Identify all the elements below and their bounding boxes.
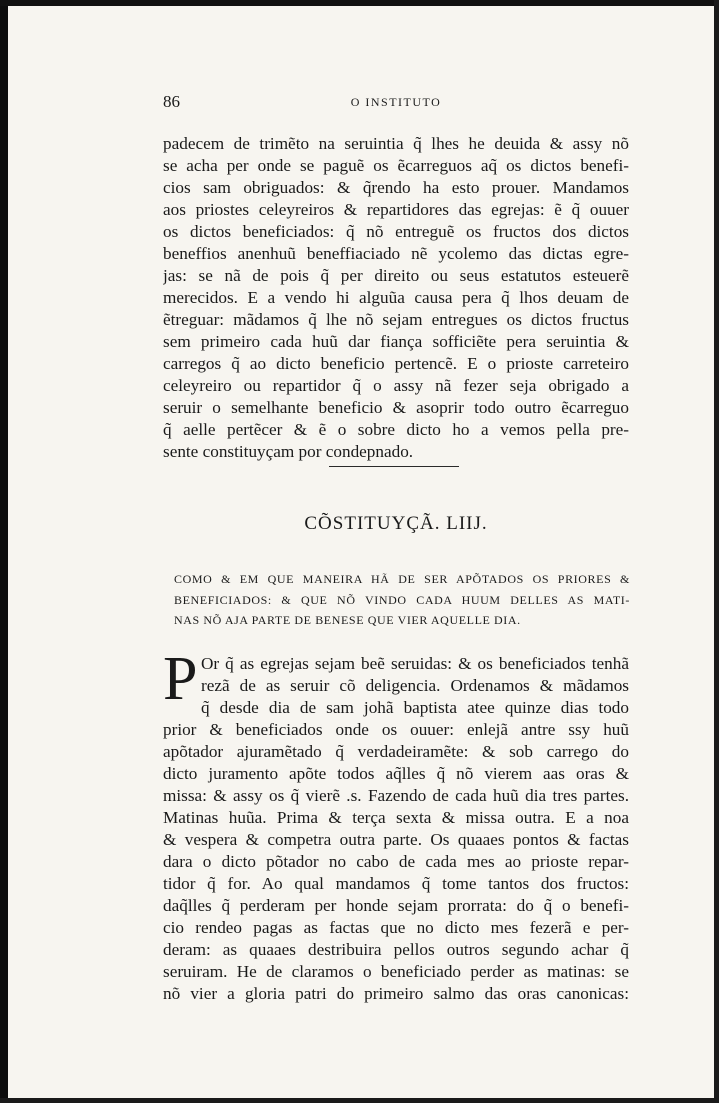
scan-border-left [0,0,8,1103]
text-line: dara o dicto põtador no cabo de cada mes ao prioste repar- [163,852,629,871]
text-line: sem primeiro cada huũ dar fiança sofficiẽte pera seruintia & [163,332,629,351]
text-line: daq̃lles q̃ perderam per honde sejam prorrata: do q̃ o benefi- [163,896,629,915]
text-line: apõtador ajuramẽtado q̃ verdadeiramẽte: & sob carrego do [163,742,629,761]
text-line: nõ vier a gloria patri do primeiro salmo das oras canonicas: [163,984,629,1003]
text-line: aos priostes celeyreiros & repartidores das egrejas: ẽ q̃ ouuer [163,200,629,219]
text-line: os dictos beneficiados: q̃ nõ entreguẽ os fructos dos dictos [163,222,629,241]
chapter-summary [174,569,630,631]
text-line: sente constituyçam por condepnado. [163,442,414,461]
text-line: missa: & assy os q̃ vierẽ .s. Fazendo de cada huũ dia tres partes. [163,786,629,805]
text-line: rezã de as seruir cõ deligencia. Ordenamos & mãdamos [201,676,629,695]
text-line: & vespera & competra outra parte. Os quaaes pontos & factas [163,830,629,849]
scan-border-top [0,0,719,6]
page-number: 86 [163,92,180,111]
text-line: deram: as quaaes destribuira pellos outros segundo achar q̃ [163,940,629,959]
paragraph-continued [163,133,629,463]
text-line: merecidos. E a vendo hi alguũa causa pera q̃ lhos deuam de [163,288,629,307]
text-line: beneffios anenhuũ beneffiaciado nẽ ycolemo das dictas egre- [163,244,629,263]
summary-line: NAS NÕ AJA PARTE DE BENESE QUE VIER AQUELLE DIA. [174,613,521,627]
page-header [163,92,629,112]
chapter-title: CÕSTITUYÇÃ. LIIJ. [304,513,488,534]
scan-border-bottom [0,1098,719,1103]
summary-line: COMO & EM QUE MANEIRA HÃ DE SER APÕTADOS OS PRIORES & [174,572,630,586]
text-line: carregos q̃ ao dicto beneficio pertencẽ. E o prioste carreteiro [163,354,629,373]
text-line: se acha per onde se paguẽ os ẽcarreguos aq̃ os dictos benefi- [163,156,629,175]
text-line: padecem de trimẽto na seruintia q̃ lhes he deuida & assy nõ [163,134,629,153]
text-line: dicto juramento apõte todos aq̃lles q̃ nõ vierem aas oras & [163,764,629,783]
text-line: celeyreiro ou repartidor q̃ o assy nã fezer seja obrigado a [163,376,629,395]
summary-line: BENEFICIADOS: & QUE NÕ VINDO CADA HUUM DELLES AS MATI- [174,592,630,607]
text-line: tidor q̃ for. Ao qual mandamos q̃ tome tantos dos fructos: [163,874,629,893]
drop-cap: P [163,645,198,713]
text-line: Or q̃ as egrejas sejam beẽ seruidas: & os beneficiados tenhã [201,654,629,673]
running-head: O INSTITUTO [350,95,442,109]
text-line: q̃ desde dia de sam johã baptista atee quinze dias todo [201,698,629,717]
text-line: ẽtreguar: mãdamos q̃ lhe nõ sejam entregues os dictos fructus [163,310,629,329]
text-line: cios sam obriguados: & q̃rendo ha esto prouer. Mandamos [163,178,629,197]
text-line: prior & beneficiados onde os ouuer: enlejã antre ssy huũ [163,720,629,739]
paragraph-body [163,645,629,1005]
scan-border-right [714,0,719,1103]
text-line: q̃ aelle pertẽcer & ẽ o sobre dicto ho a vemos pella pre- [163,420,629,439]
text-line: cio rendeo pagas as factas que no dicto mes fezerã e per- [163,918,629,937]
text-line: seruiram. He de claramos o beneficiado perder as matinas: se [163,962,629,981]
section-divider [329,466,459,467]
text-line: Matinas huũa. Prima & terça sexta & missa outra. E a noa [163,808,629,827]
text-line: jas: se nã de pois q̃ per direito ou seus estatutos esteuerẽ [163,266,629,285]
text-line: seruir o semelhante beneficio & asoprir todo outro ẽcarreguo [163,398,629,417]
